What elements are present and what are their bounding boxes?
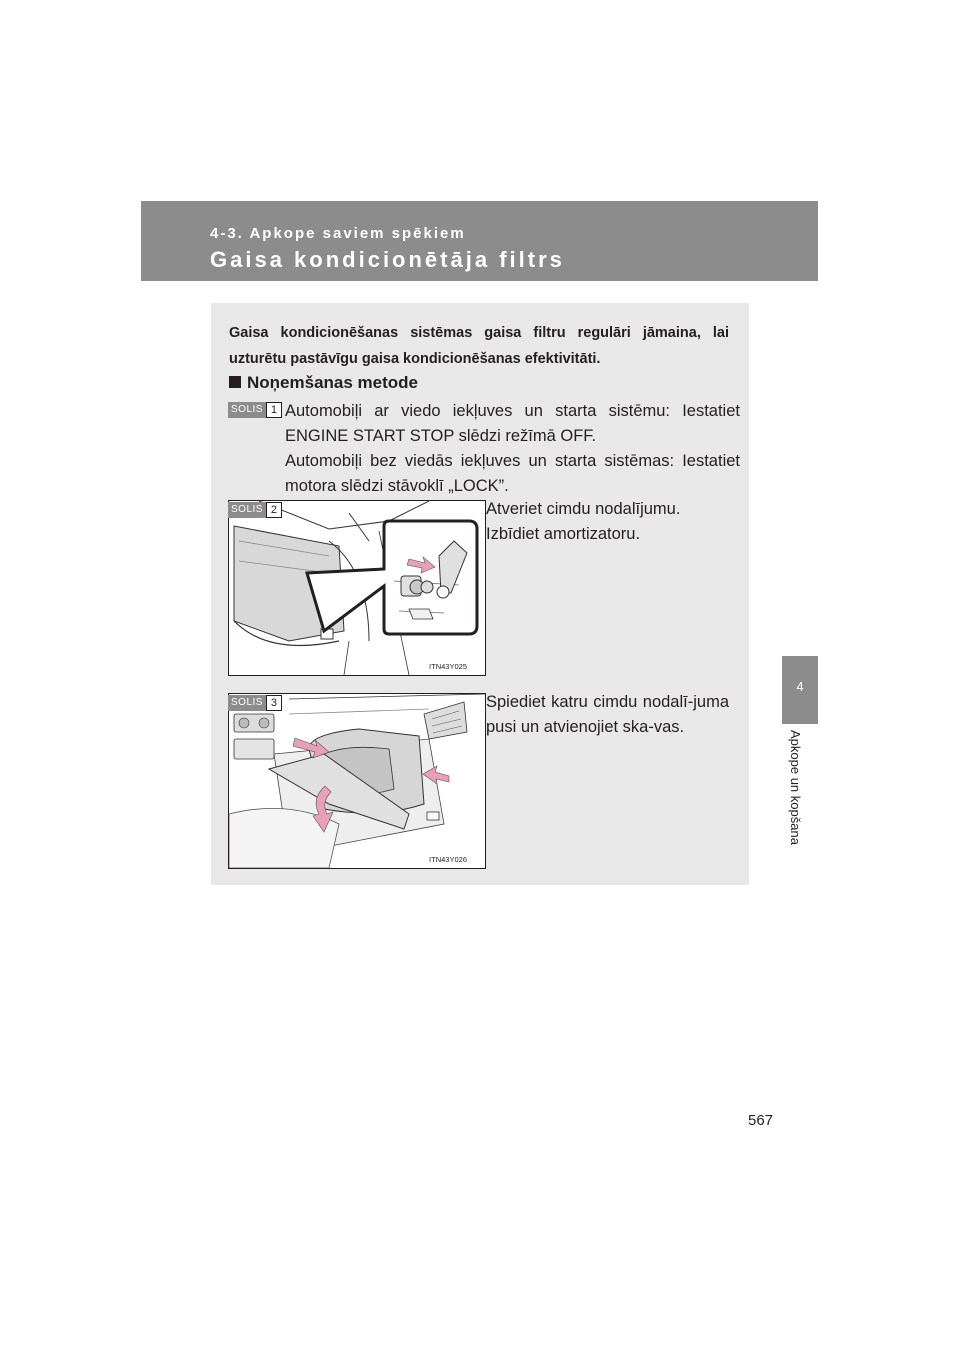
- step-2-figure: [228, 500, 486, 676]
- figure-code: ITN43Y026: [429, 855, 467, 864]
- chapter-tab: [782, 656, 818, 724]
- intro-text: Gaisa kondicionēšanas sistēmas gaisa filtru regulāri jāmaina, lai uzturētu pastāvīgu gaisa kondicionēšanas efektivitāti.: [229, 325, 729, 367]
- step-1-paragraph-2: Automobiļi bez viedās iekļuves un starta sistēmas: Iestatiet motora slēdzi stāvoklī „LOCK”.: [285, 452, 740, 495]
- glovebox-release-illustration: [229, 694, 485, 868]
- step-1-paragraph-1: Automobiļi ar viedo iekļuves un starta sistēmu: Iestatiet ENGINE START STOP slēdzi režīmā OFF.: [285, 402, 740, 445]
- chapter-label: Apkope un kopšana: [788, 730, 803, 845]
- step-2-line-1: Atveriet cimdu nodalījumu.: [486, 500, 681, 518]
- figure-code: ITN43Y025: [429, 662, 467, 671]
- step-3-text: [486, 690, 729, 740]
- section-label: 4-3. Apkope saviem spēkiem: [210, 225, 466, 242]
- section-heading: Noņemšanas metode: [229, 373, 418, 393]
- chapter-number: 4: [796, 679, 804, 694]
- step-2-text: [486, 497, 729, 547]
- glovebox-damper-illustration: [229, 501, 485, 675]
- step-1-text: [285, 399, 740, 499]
- square-bullet-icon: [229, 376, 241, 388]
- step-3-figure: [228, 693, 486, 869]
- page-number: 567: [748, 1112, 774, 1129]
- page-header: [141, 201, 818, 281]
- step-badge-3: SOLIS 3: [228, 695, 282, 711]
- step-badge-2: SOLIS 2: [228, 502, 282, 518]
- content-box: [211, 303, 749, 885]
- step-badge-1: SOLIS 1: [228, 402, 282, 418]
- page-title: Gaisa kondicionētāja filtrs: [210, 247, 565, 272]
- step-3-paragraph: Spiediet katru cimdu nodalī-juma pusi un atvienojiet ska-vas.: [486, 693, 729, 736]
- step-2-line-2: Izbīdiet amortizatoru.: [486, 525, 641, 543]
